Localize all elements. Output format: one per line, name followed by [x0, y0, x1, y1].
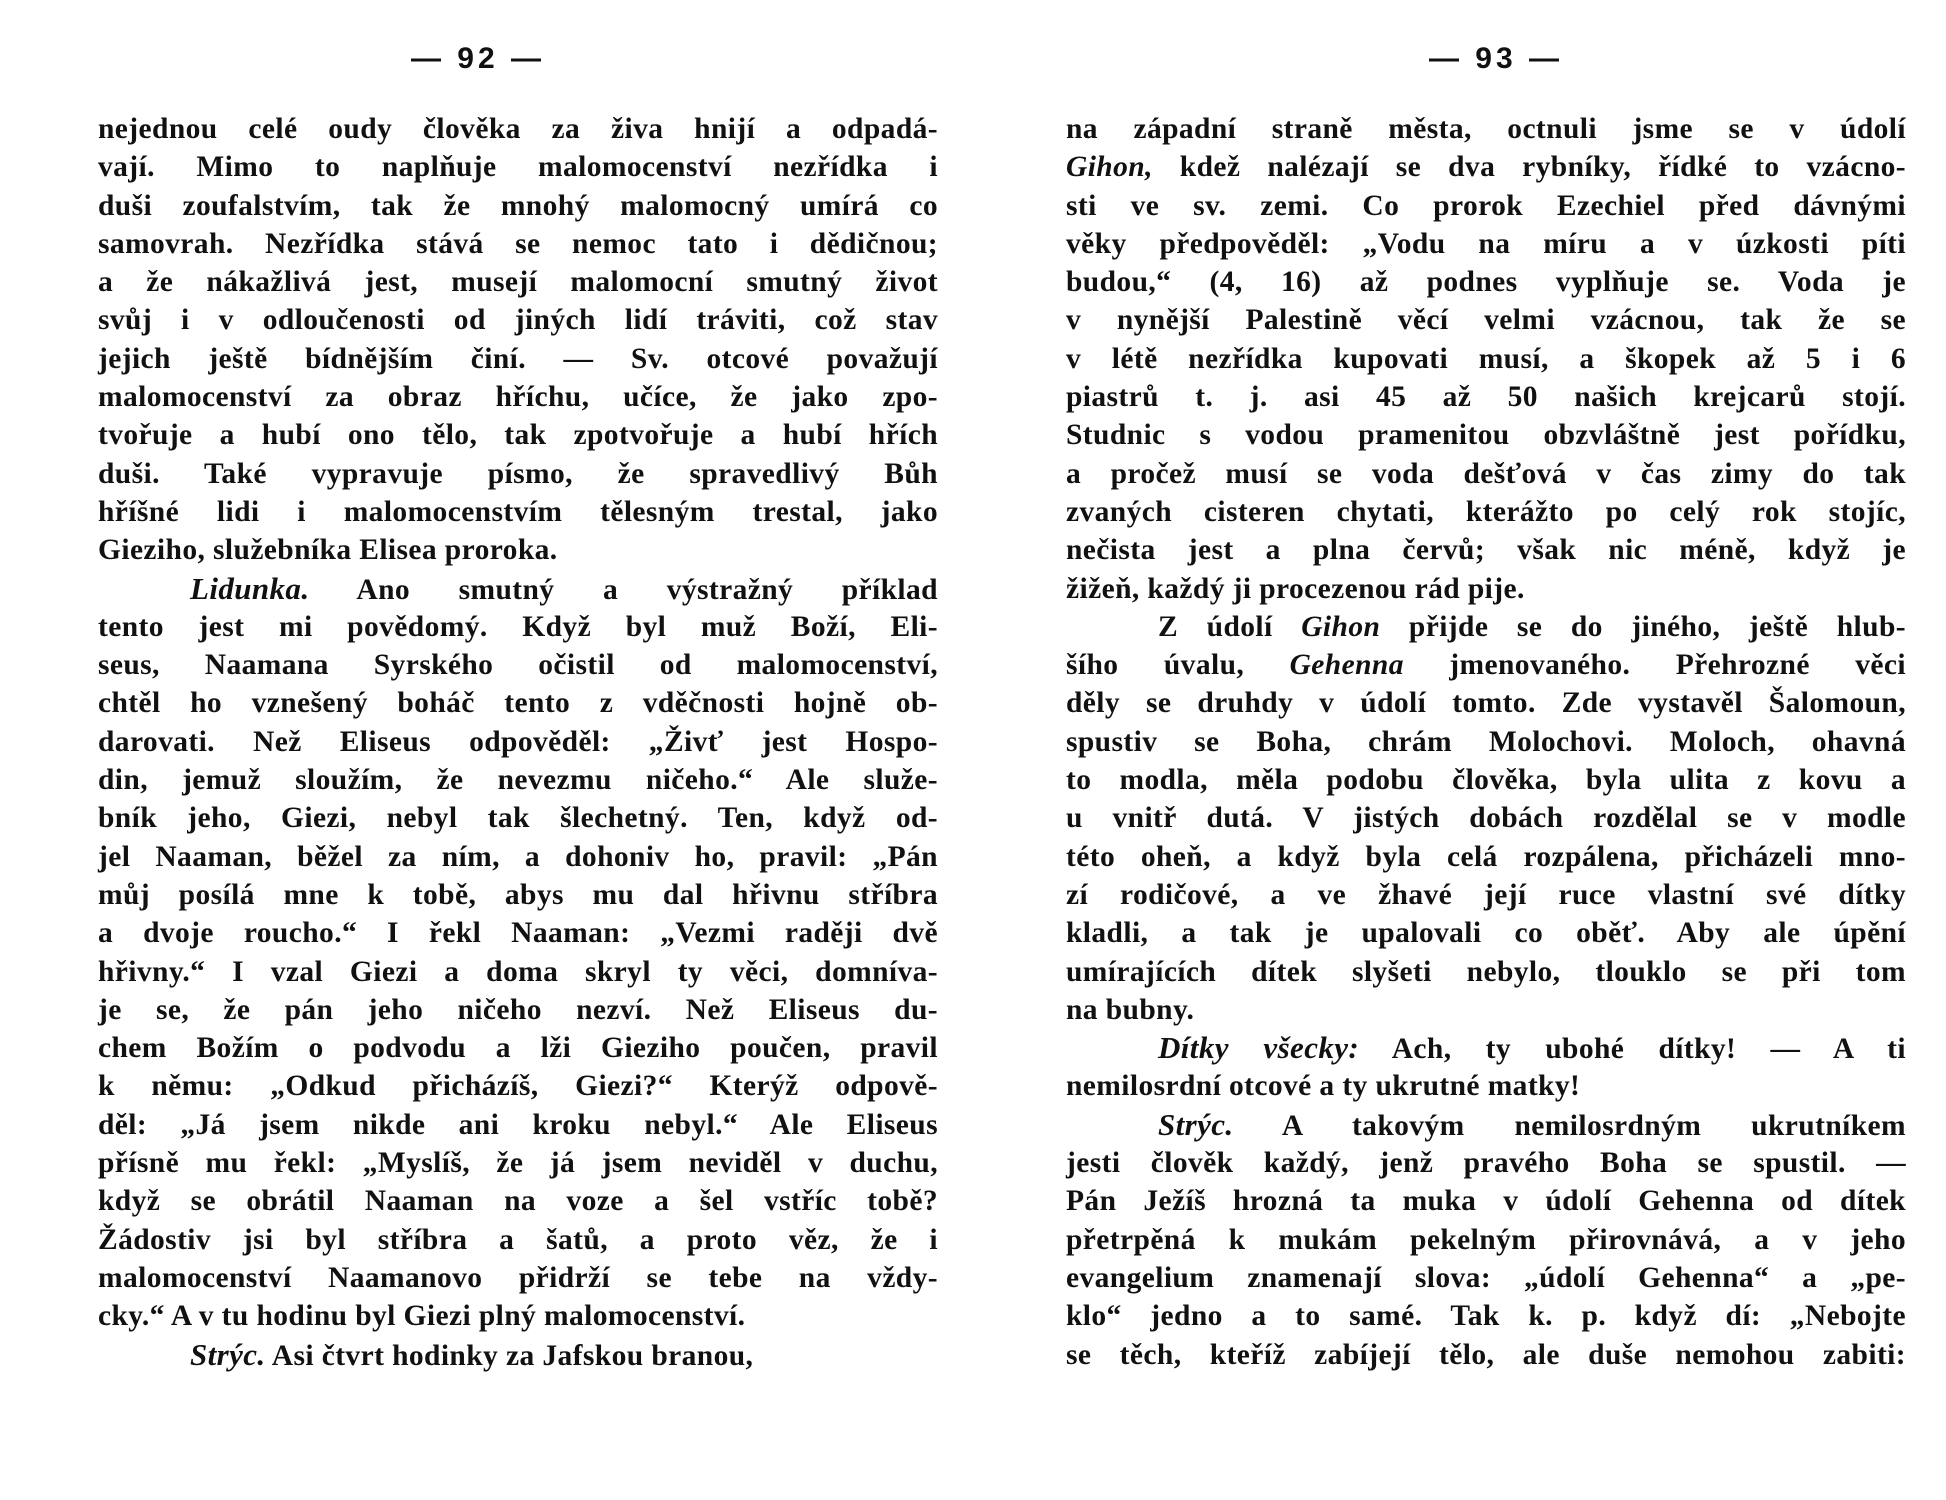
text-line	[98, 991, 938, 1029]
line-text: samovrah. Nezřídka stává se nemoc tato i dědičnou;	[98, 227, 938, 260]
text-line	[98, 187, 938, 225]
italic-term: Gihon	[1301, 610, 1381, 643]
text-line	[1066, 723, 1906, 761]
line-text: zí rodičové, a ve žhavé její ruce vlastní své dítky	[1066, 878, 1906, 911]
line-text: duši. Také vypravuje písmo, že spravedlivý Bůh	[98, 457, 938, 490]
text-line	[98, 416, 938, 454]
line-text: Studnic s vodou pramenitou obzvláštně jest pořídku,	[1066, 419, 1906, 452]
text-line	[98, 1144, 938, 1182]
text-line	[98, 876, 938, 914]
line-text: seus, Naamana Syrského očistil od malomocenství,	[98, 649, 938, 682]
speaker-name: Strýc.	[190, 1336, 266, 1372]
text-line	[1066, 646, 1906, 684]
left-text-block	[98, 110, 938, 1374]
line-text: u vnitř dutá. V jistých dobách rozdělal se v modle	[1066, 802, 1906, 835]
text-line	[98, 646, 938, 684]
line-text: svůj i v odloučenosti od jiných lidí tráviti, což stav	[98, 304, 938, 337]
text-line	[1066, 1106, 1906, 1144]
text-line	[98, 608, 938, 646]
line-text: din, jemuž sloužím, že nevezmu ničeho.“ Ale služe-	[98, 764, 938, 797]
text-line	[98, 1182, 938, 1220]
text-line	[1066, 1029, 1906, 1067]
text-line	[1066, 378, 1906, 416]
line-text: to modla, měla podobu člověka, byla ulita z kovu a	[1066, 764, 1906, 797]
line-text: vají. Mimo to naplňuje malomocenství nezřídka i	[98, 151, 938, 184]
text-line	[1066, 570, 1906, 608]
text-line	[1066, 1259, 1906, 1297]
line-text: nejednou celé oudy člověka za živa hnijí a odpadá-	[98, 113, 938, 145]
right-text-block	[1066, 110, 1906, 1374]
text-line	[1066, 1182, 1906, 1220]
text-line	[98, 1336, 938, 1374]
text-line	[1066, 1067, 1906, 1105]
line-text: přijde se do jiného, ještě hlub-	[1408, 610, 1906, 643]
page-number: — 93 —	[1428, 42, 1564, 75]
line-text: malomocenství Naamanovo přidrží se tebe na vždy-	[98, 1261, 938, 1294]
text-line	[1066, 1336, 1906, 1374]
text-line	[98, 684, 938, 722]
line-text: piastrů t. j. asi 45 až 50 našich krejcarů stojí.	[1066, 381, 1906, 414]
line-text: děl: „Já jsem nikde ani kroku nebyl.“ Ale Eliseus	[98, 1108, 938, 1141]
italic-term: Gihon,	[1066, 151, 1153, 184]
line-text: přetrpěná k mukám pekelným přirovnává, a v jeho	[1066, 1223, 1906, 1256]
line-text: je se, že pán jeho ničeho nezví. Než Eliseus du-	[98, 993, 938, 1026]
text-line	[98, 1221, 938, 1259]
text-line	[98, 838, 938, 876]
line-text: když se obrátil Naaman na voze a šel vstříc tobě?	[98, 1185, 938, 1218]
line-text: se těch, kteříž zabíjejí tělo, ale duše nemohou zabiti:	[1066, 1338, 1906, 1371]
text-line	[1066, 455, 1906, 493]
italic-term: Gehenna	[1289, 649, 1404, 682]
line-text: tvořuje a hubí ono tělo, tak zpotvořuje a hubí hřích	[98, 419, 938, 452]
text-line	[98, 531, 938, 569]
line-text: Pán Ježíš hrozná ta muka v údolí Gehenna od dítek	[1066, 1185, 1906, 1218]
line-text: Gieziho, služebníka Elisea proroka.	[98, 534, 558, 567]
text-line	[98, 493, 938, 531]
text-line	[1066, 838, 1906, 876]
page-number: — 92 —	[410, 42, 546, 75]
line-text: bník jeho, Giezi, nebyl tak šlechetný. Ten, když od-	[98, 802, 938, 835]
line-text: spustiv se Boha, chrám Molochovi. Moloch, ohavná	[1066, 725, 1906, 758]
line-text: sti ve sv. zemi. Co prorok Ezechiel před dávnými	[1066, 189, 1906, 222]
line-text: věky předpověděl: „Vodu na míru a v úzkosti píti	[1066, 227, 1906, 260]
line-text: a pročež musí se voda dešťová v čas zimy do tak	[1066, 457, 1906, 490]
text-line	[98, 225, 938, 263]
line-text: Ach, ty ubohé dítky! — A ti	[1391, 1033, 1906, 1066]
text-line	[98, 1106, 938, 1144]
line-text: žižeň, každý ji procezenou rád pije.	[1066, 572, 1525, 605]
text-line	[98, 340, 938, 378]
text-line	[1066, 416, 1906, 454]
line-text: Ano smutný a výstražný příklad	[356, 573, 938, 606]
text-line	[1066, 110, 1906, 148]
line-text: hřivny.“ I vzal Giezi a doma skryl ty věci, domníva-	[98, 955, 938, 988]
text-line	[1066, 148, 1906, 186]
text-line	[1066, 684, 1906, 722]
line-text: chtěl ho vznešený boháč tento z vděčnosti hojně ob-	[98, 687, 938, 720]
speaker-name: Lidunka.	[190, 570, 310, 606]
speaker-name: Strýc.	[1158, 1106, 1234, 1142]
text-line	[1066, 1144, 1906, 1182]
text-line	[1066, 608, 1906, 646]
line-text: jmenovaného. Přehrozné věci	[1449, 649, 1906, 682]
line-text: a že nákažlivá jest, musejí malomocní smutný život	[98, 266, 938, 299]
line-text: tento jest mi povědomý. Když byl muž Boží, Eli-	[98, 610, 938, 643]
line-text: této oheň, a když byla celá rozpálena, přicházeli mno-	[1066, 840, 1906, 873]
line-text: jel Naaman, běžel za ním, a dohoniv ho, pravil: „Pán	[98, 840, 938, 873]
text-line	[98, 455, 938, 493]
line-text: evangelium znamenají slova: „údolí Gehenna“ a „pe-	[1066, 1261, 1906, 1294]
text-line	[98, 1067, 938, 1105]
text-line	[1066, 914, 1906, 952]
line-text: jejich ještě bídnějším činí. — Sv. otcové považují	[98, 342, 938, 375]
line-text: cky.“ A v tu hodinu byl Giezi plný malomocenství.	[98, 1300, 746, 1333]
line-text: děly se druhdy v údolí tomto. Zde vystavěl Šalomoun,	[1066, 687, 1906, 720]
line-text: můj posílá mne k tobě, abys mu dal hřivnu stříbra	[98, 878, 938, 911]
line-text: nečista jest a plna červů; však nic méně, když je	[1066, 534, 1906, 567]
text-line	[98, 263, 938, 301]
line-text: umírajících dítek slyšeti nebylo, tlouklo se při tom	[1066, 955, 1906, 988]
line-text: budou,“ (4, 16) až podnes vyplňuje se. Voda je	[1066, 266, 1906, 299]
line-text: nemilosrdní otcové a ty ukrutné matky!	[1066, 1070, 1581, 1103]
line-text: kladli, a tak je upalovali co oběť. Aby ale úpění	[1066, 917, 1906, 950]
text-line	[1066, 225, 1906, 263]
text-line	[1066, 876, 1906, 914]
line-text: přísně mu řekl: „Myslíš, že já jsem neviděl v duchu,	[98, 1147, 938, 1180]
line-text: chem Božím o podvodu a lži Gieziho poučen, pravil	[98, 1032, 938, 1065]
text-line	[98, 148, 938, 186]
text-line	[1066, 953, 1906, 991]
text-line	[1066, 991, 1906, 1029]
text-line	[1066, 799, 1906, 837]
text-line	[1066, 340, 1906, 378]
text-line	[98, 1259, 938, 1297]
text-line	[98, 1297, 938, 1335]
line-prefix: šího úvalu,	[1066, 649, 1245, 682]
line-text: Asi čtvrt hodinky za Jafskou branou,	[271, 1339, 754, 1372]
text-line	[98, 953, 938, 991]
line-text: na západní straně města, octnuli jsme se v údolí	[1066, 113, 1906, 145]
line-text: zvaných cisteren chytati, kterážto po celý rok stojíc,	[1066, 495, 1906, 528]
text-line	[98, 723, 938, 761]
line-text: A takovým nemilosrdným ukrutníkem	[1281, 1109, 1906, 1142]
text-line	[1066, 187, 1906, 225]
text-line	[1066, 263, 1906, 301]
text-line	[1066, 1297, 1906, 1335]
text-line	[98, 301, 938, 339]
line-text: Žádostiv jsi byl stříbra a šatů, a proto věz, že i	[98, 1223, 938, 1256]
text-line	[1066, 301, 1906, 339]
line-text: jesti člověk každý, jenž pravého Boha se spustil. —	[1066, 1147, 1906, 1180]
text-line	[1066, 531, 1906, 569]
line-text: malomocenství za obraz hříchu, učíce, že jako zpo-	[98, 381, 938, 414]
line-text: a dvoje roucho.“ I řekl Naaman: „Vezmi raději dvě	[98, 917, 938, 950]
line-text: hříšné lidi i malomocenstvím tělesným trestal, jako	[98, 495, 938, 528]
text-line	[98, 570, 938, 608]
line-text: k němu: „Odkud přicházíš, Giezi?“ Kterýž odpově-	[98, 1070, 938, 1103]
text-line	[98, 1029, 938, 1067]
text-line	[98, 799, 938, 837]
text-line	[1066, 1221, 1906, 1259]
line-text: darovati. Než Eliseus odpověděl: „Živť jest Hospo-	[98, 725, 938, 758]
text-line	[1066, 761, 1906, 799]
line-text: v létě nezřídka kupovati musí, a škopek až 5 i 6	[1066, 342, 1906, 375]
text-line	[98, 110, 938, 148]
line-text: kdež nalézají se dva rybníky, řídké to vzácno-	[1179, 151, 1906, 184]
speaker-name: Dítky všecky:	[1158, 1030, 1360, 1066]
text-line	[98, 914, 938, 952]
line-text: duši zoufalstvím, tak že mnohý malomocný umírá co	[98, 189, 938, 222]
text-line	[1066, 493, 1906, 531]
line-text: na bubny.	[1066, 993, 1195, 1026]
line-text: v nynější Palestině věcí velmi vzácnou, tak že se	[1066, 304, 1906, 337]
text-line	[98, 378, 938, 416]
text-line	[98, 761, 938, 799]
line-prefix: Z údolí	[1158, 610, 1273, 643]
line-text: klo“ jedno a to samé. Tak k. p. když dí: „Nebojte	[1066, 1300, 1906, 1333]
